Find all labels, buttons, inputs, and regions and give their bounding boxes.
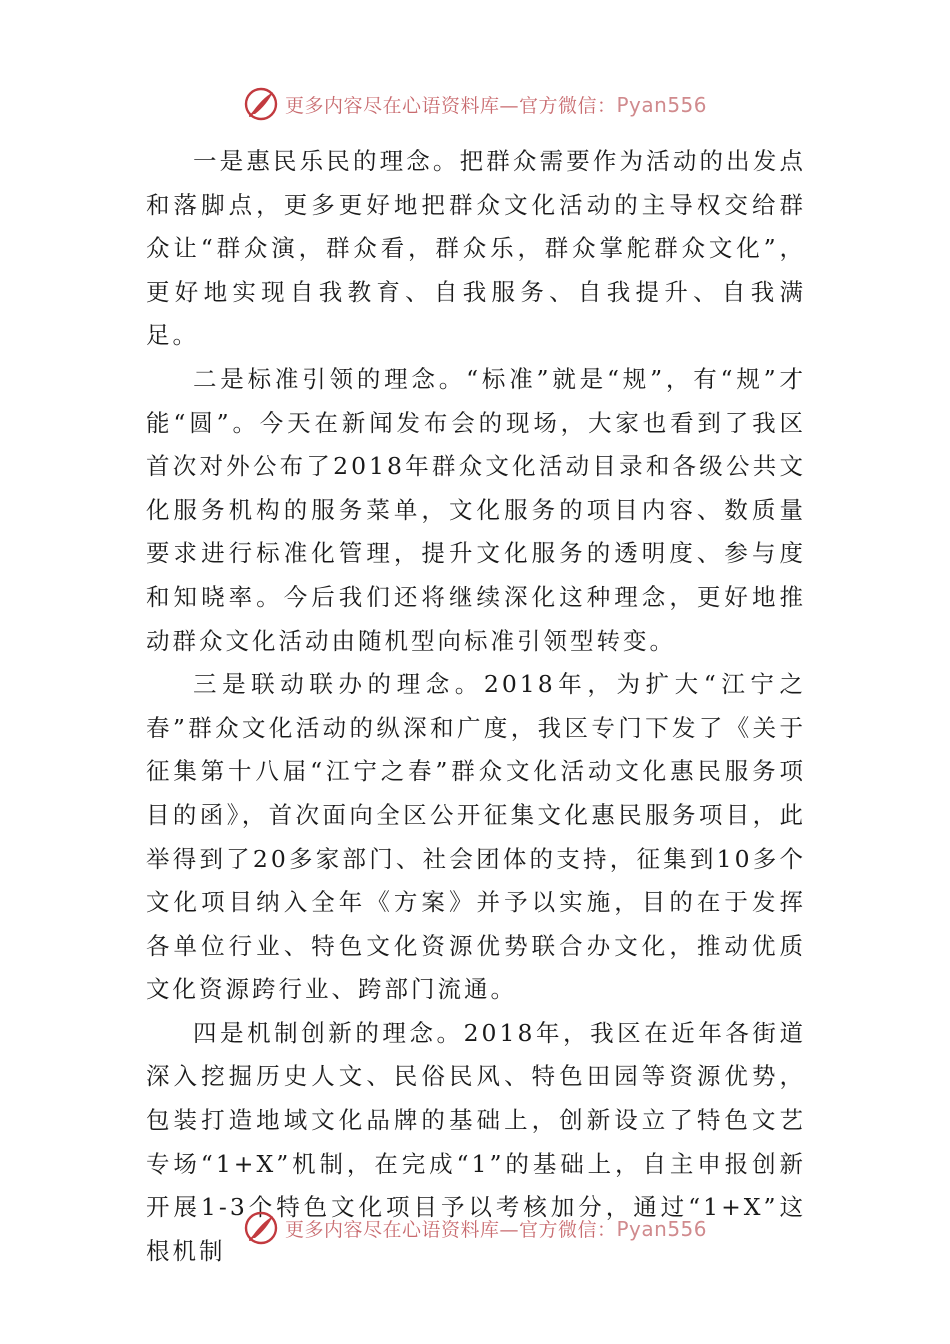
watermark-footer [0,1208,950,1248]
quill-logo-icon [243,86,279,122]
quill-logo-icon [243,1210,279,1246]
document-body [146,140,806,1273]
watermark-wechat-id: Pyan556 [616,1216,708,1241]
paragraph-4: 四是机制创新的理念。2018年，我区在近年各街道深入挖掘历史人文、民俗民风、特色田园等资源优势，包装打造地域文化品牌的基础上，创新设立了特色文艺专场“1+X”机制，在完成“1”的基础上，自主申报创新开展1-3个特色文化项目予以考核加分，通过“1+X”这根机制 [146,1018,806,1265]
watermark-wechat-id: Pyan556 [616,92,708,117]
paragraph-1: 一是惠民乐民的理念。把群众需要作为活动的出发点和落脚点，更多更好地把群众文化活动的主导权交给群众让“群众演，群众看，群众乐，群众掌舵群众文化”，更好地实现自我教育、自我服务、自我提升、自我满足。 [146,147,806,350]
watermark-header [0,84,950,124]
watermark-prefix: 更多内容尽在心语资料库—官方微信： [284,1218,617,1241]
watermark-text [285,91,707,118]
paragraph-2: 二是标准引领的理念。“标准”就是“规”，有“规”才能“圆”。今天在新闻发布会的现场，大家也看到了我区首次对外公布了2018年群众文化活动目录和各级公共文化服务机构的服务菜单，文化服务的项目内容、数质量要求进行标准化管理，提升文化服务的透明度、参与度和知晓率。今后我们还将继续深化这种理念，更好地推动群众文化活动由随机型向标准引领型转变。 [146,364,806,655]
watermark-text [285,1215,707,1242]
watermark-prefix: 更多内容尽在心语资料库—官方微信： [284,94,617,117]
paragraph-3: 三是联动联办的理念。2018年，为扩大“江宁之春”群众文化活动的纵深和广度，我区专门下发了《关于征集第十八届“江宁之春”群众文化活动文化惠民服务项目的函》，首次面向全区公开征集文化惠民服务项目，此举得到了20多家部门、社会团体的支持，征集到10多个文化项目纳入全年《方案》并予以实施，目的在于发挥各单位行业、特色文化资源优势联合办文化，推动优质文化资源跨行业、跨部门流通。 [146,670,806,1004]
